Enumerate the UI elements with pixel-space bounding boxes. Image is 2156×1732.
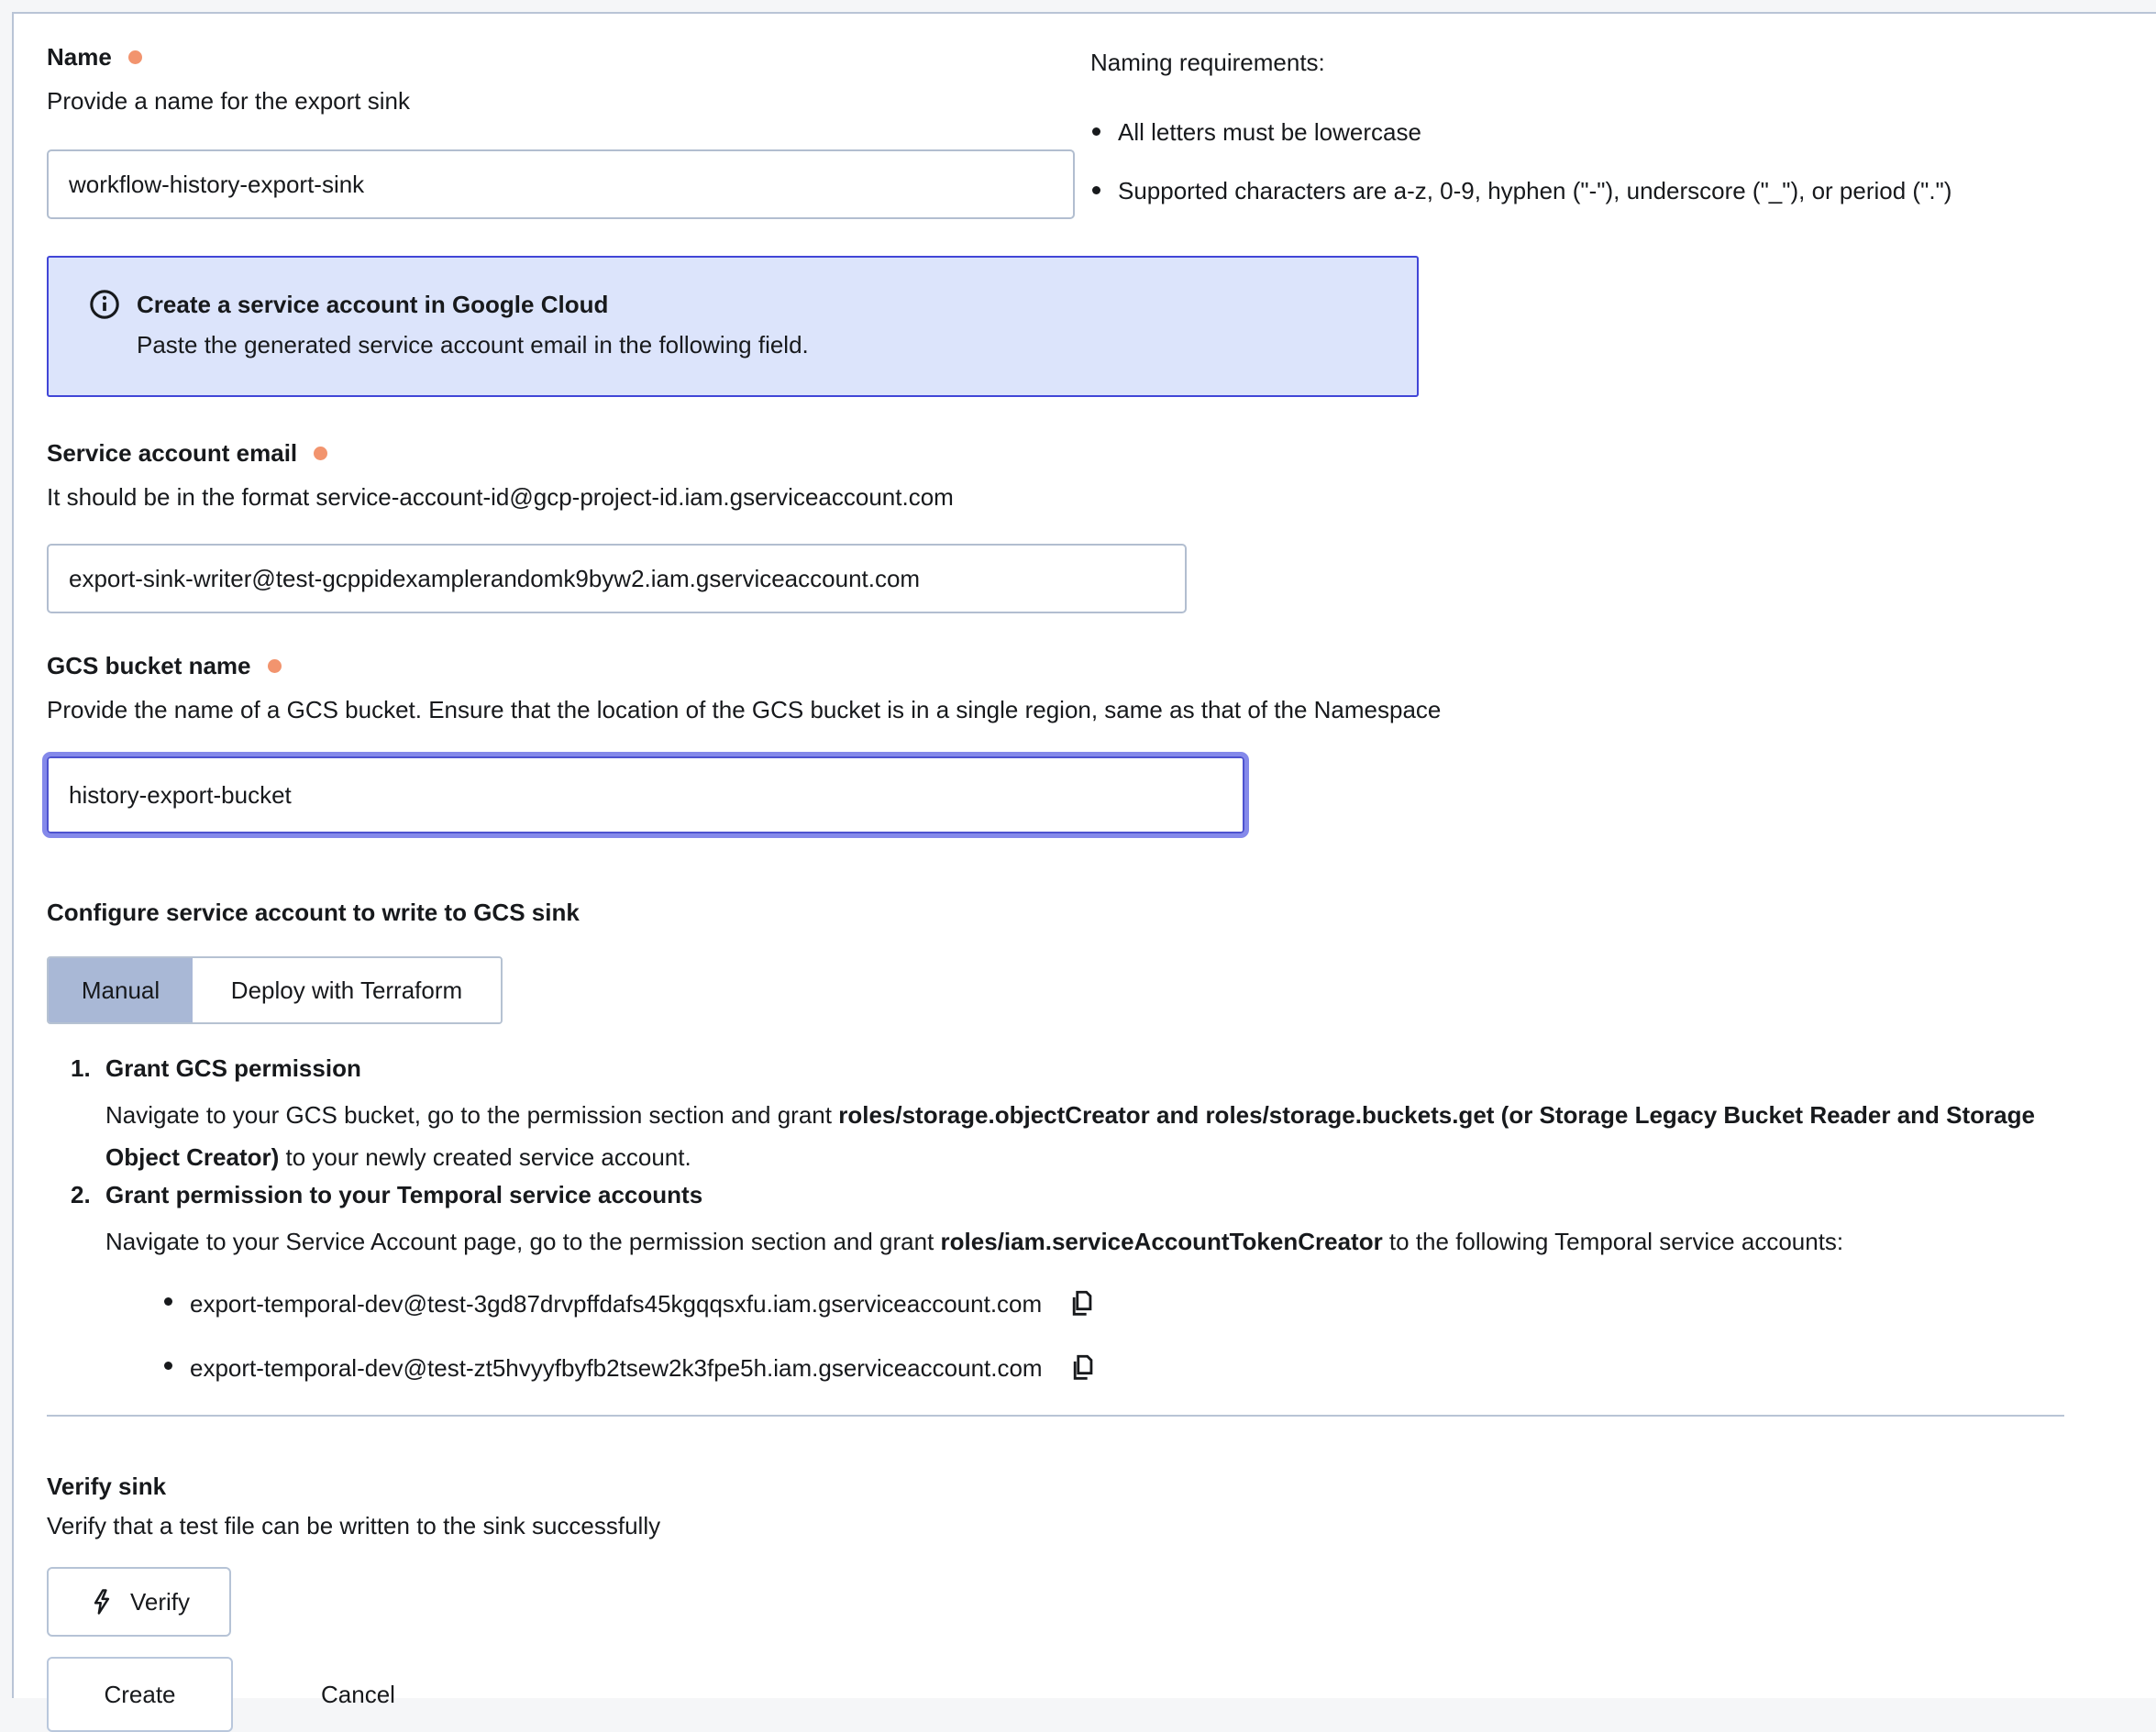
service-account-label: Service account email (47, 439, 298, 467)
tab-deploy-with-terraform[interactable]: Deploy with Terraform (193, 958, 501, 1022)
step-grant-temporal-permission (71, 1178, 2110, 1385)
service-account-email: export-temporal-dev@test-zt5hvyyfbyfb2tsew2k3fpe5h.iam.gserviceaccount.com (190, 1354, 1043, 1382)
required-dot (268, 659, 282, 673)
verify-button-label: Verify (129, 1587, 191, 1616)
service-account-description: It should be in the format service-account-id@gcp-project-id.iam.gserviceaccount.com (47, 483, 954, 511)
step-number: 2. (71, 1181, 91, 1208)
naming-requirement-item: Supported characters are a-z, 0-9, hyphen ("-"), underscore ("_"), or period (".") (1118, 175, 1951, 206)
cancel-button[interactable]: Cancel (303, 1681, 414, 1709)
naming-requirements (1090, 47, 1951, 234)
copy-icon (1067, 1352, 1098, 1384)
bullet-icon (1092, 127, 1100, 136)
required-dot (128, 50, 142, 64)
bucket-description: Provide the name of a GCS bucket. Ensure that the location of the GCS bucket is in a single region, same as that of the Namespace (47, 696, 1442, 723)
configure-section-title: Configure service account to write to GCS sink (47, 899, 580, 926)
service-account-item (190, 1351, 2110, 1385)
step-number: 1. (71, 1054, 91, 1082)
export-sink-form (12, 12, 2156, 1708)
info-box-header (89, 289, 1389, 320)
bullet-icon (164, 1362, 172, 1370)
step-grant-gcs-permission (71, 1052, 2110, 1178)
instruction-steps (47, 1052, 2110, 1385)
naming-requirements-title: Naming requirements: (1090, 49, 1325, 76)
bullet-icon (164, 1297, 172, 1306)
service-account-email: export-temporal-dev@test-3gd87drvpffdafs45kgqqsxfu.iam.gserviceaccount.com (190, 1290, 1043, 1318)
info-icon (89, 289, 120, 320)
form-actions (47, 1657, 2110, 1732)
copy-button[interactable] (1066, 1288, 1097, 1319)
section-divider (47, 1415, 2064, 1417)
step-title: Grant GCS permission (105, 1054, 361, 1082)
create-button[interactable]: Create (47, 1657, 233, 1732)
bullet-icon (1092, 186, 1100, 194)
service-account-label-row (47, 437, 2110, 469)
step-title: Grant permission to your Temporal service accounts (105, 1181, 703, 1208)
service-account-item (190, 1286, 2110, 1321)
required-dot (314, 447, 327, 460)
verify-sink-title: Verify sink (47, 1473, 167, 1500)
copy-button[interactable] (1067, 1352, 1098, 1384)
bucket-label: GCS bucket name (47, 652, 251, 679)
info-box (47, 256, 1419, 397)
tab-manual[interactable]: Manual (49, 958, 193, 1022)
naming-requirements-list (1090, 116, 1951, 206)
verify-button[interactable] (47, 1567, 231, 1637)
temporal-service-account-list (71, 1286, 2110, 1385)
copy-icon (1066, 1288, 1097, 1319)
naming-requirement-item: All letters must be lowercase (1118, 116, 1951, 148)
info-box-description: Paste the generated service account email in the following field. (137, 331, 809, 359)
verify-sink-description: Verify that a test file can be written to the sink successfully (47, 1512, 661, 1539)
service-account-email-input[interactable] (47, 544, 1187, 613)
configure-tabs (47, 956, 503, 1024)
name-description: Provide a name for the export sink (47, 87, 410, 115)
info-box-title: Create a service account in Google Cloud (137, 291, 609, 318)
bucket-label-row (47, 650, 2110, 681)
lightning-icon (88, 1588, 116, 1616)
name-label: Name (47, 43, 112, 71)
name-input[interactable] (47, 149, 1075, 219)
step-body: Navigate to your Service Account page, go to the permission section and grant roles/iam.serviceAccountTokenCreator to the following Temporal service accounts: (105, 1228, 1844, 1255)
bucket-name-input[interactable] (47, 756, 1244, 833)
step-body: Navigate to your GCS bucket, go to the permission section and grant roles/storage.objectCreator and roles/storage.buckets.get (or Storage Legacy Bucket Reader and Storage Object Creator) to your newly created service account. (105, 1101, 2035, 1171)
